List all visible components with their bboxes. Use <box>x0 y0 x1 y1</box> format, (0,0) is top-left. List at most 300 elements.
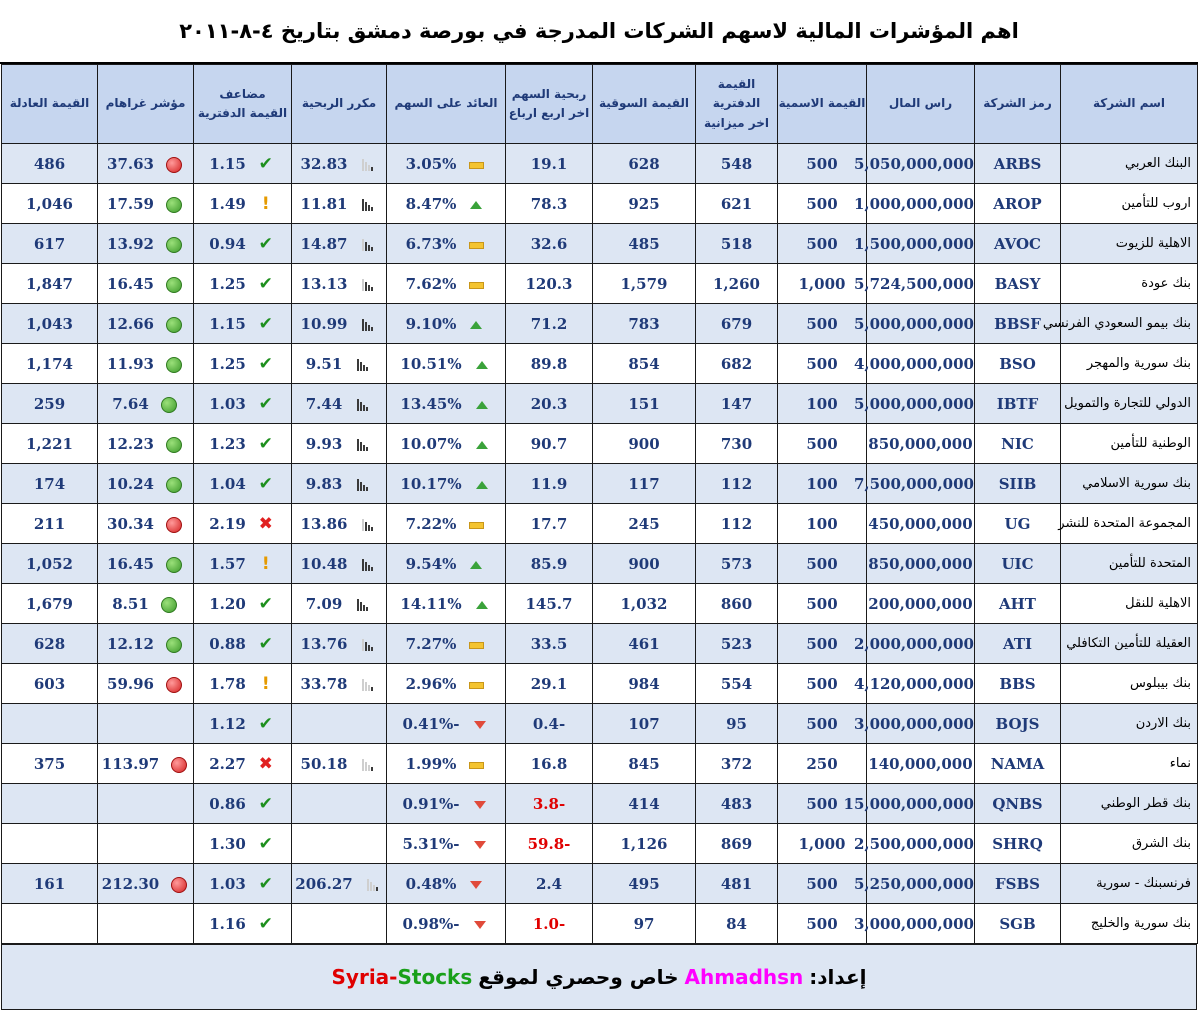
pb-value: 1.57 <box>209 554 246 573</box>
company-name-cell: اروب للتأمين <box>1061 184 1198 224</box>
graham-cell <box>98 184 194 224</box>
dot-shape <box>166 357 182 373</box>
dot-shape <box>171 877 187 893</box>
pb-content <box>194 624 291 663</box>
yield-content <box>387 544 505 583</box>
pe-content <box>292 184 386 223</box>
nominal-value-cell: 500 <box>778 784 867 824</box>
pe-cell <box>292 264 387 304</box>
dot-shape <box>166 677 182 693</box>
column-header <box>506 65 593 144</box>
pb-cell <box>194 464 292 504</box>
pb-cell <box>194 384 292 424</box>
nominal-value-cell: 500 <box>778 624 867 664</box>
table-row <box>2 584 1198 624</box>
company-code-cell: UIC <box>975 544 1061 584</box>
nominal-value-cell: 100 <box>778 384 867 424</box>
pe-cell <box>292 784 387 824</box>
pb-value: 1.25 <box>209 354 246 373</box>
green-dot-icon <box>159 395 179 413</box>
pb-content <box>194 864 291 903</box>
pb-value: 1.15 <box>209 314 246 333</box>
dot-shape <box>161 597 177 613</box>
nominal-value-cell: 500 <box>778 904 867 944</box>
graham-cell <box>98 584 194 624</box>
eps-cell: 11.9 <box>506 464 593 504</box>
trend-shape <box>470 321 482 329</box>
pb-content <box>194 504 291 543</box>
pe-content <box>292 744 386 783</box>
signal-wrap <box>358 675 378 693</box>
trend-shape <box>469 282 484 289</box>
eps-cell: -0.4 <box>506 704 593 744</box>
graham-value: 7.64 <box>112 394 149 413</box>
yield-content <box>387 424 505 463</box>
company-name-cell: الاهلية للنقل <box>1061 584 1198 624</box>
graham-value: 16.45 <box>107 554 154 573</box>
green-dot-icon <box>164 435 184 453</box>
trend-down-icon <box>470 915 490 933</box>
market-value-cell: 783 <box>593 304 696 344</box>
pb-content <box>194 704 291 743</box>
signal-wrap <box>352 395 372 413</box>
capital-cell: 850,000,000 <box>867 544 975 584</box>
signal-wrap <box>358 155 378 173</box>
market-value-cell: 461 <box>593 624 696 664</box>
trend-shape <box>469 522 484 529</box>
signal-bars-icon <box>362 278 373 291</box>
graham-value: 12.66 <box>107 314 154 333</box>
trend-shape <box>469 762 484 769</box>
pb-cell <box>194 824 292 864</box>
pe-cell <box>292 184 387 224</box>
trend-up-icon <box>472 355 492 373</box>
yield-cell <box>387 784 506 824</box>
company-code-cell: BSO <box>975 344 1061 384</box>
column-header <box>975 65 1061 144</box>
yield-value: 1.99% <box>405 754 457 773</box>
pb-cell <box>194 584 292 624</box>
company-name-cell: فرنسبنك - سورية <box>1061 864 1198 904</box>
pb-content <box>194 824 291 863</box>
check-icon: ✔ <box>258 273 273 294</box>
signal-bars-icon <box>362 198 373 211</box>
fair-value-cell: 174 <box>2 464 98 504</box>
footer-site-b: Stocks <box>397 965 473 989</box>
graham-cell <box>98 344 194 384</box>
eps-cell: 78.3 <box>506 184 593 224</box>
book-value-cell: 372 <box>696 744 778 784</box>
table-row <box>2 744 1198 784</box>
pb-content <box>194 904 291 943</box>
market-value-cell: 1,032 <box>593 584 696 624</box>
pe-value: 13.86 <box>300 514 348 533</box>
yield-value: 3.05% <box>405 154 457 173</box>
market-value-cell: 414 <box>593 784 696 824</box>
pb-cell <box>194 624 292 664</box>
graham-value: 10.24 <box>107 474 154 493</box>
company-code-cell: ATI <box>975 624 1061 664</box>
column-header-label: ربحية السهم <box>511 86 587 101</box>
trend-shape <box>476 601 488 609</box>
eps-cell: 29.1 <box>506 664 593 704</box>
graham-content <box>98 464 193 503</box>
footer-author: Ahmadhsn <box>684 965 804 989</box>
signal-wrap <box>352 355 372 373</box>
market-value-cell: 854 <box>593 344 696 384</box>
company-code-cell: BBS <box>975 664 1061 704</box>
signal-bars-icon <box>362 638 373 651</box>
signal-wrap <box>358 235 378 253</box>
graham-cell <box>98 544 194 584</box>
table-row <box>2 304 1198 344</box>
yield-value: 0.48% <box>405 874 457 893</box>
trend-up-icon <box>472 595 492 613</box>
pb-cell <box>194 544 292 584</box>
pe-value: 10.99 <box>300 314 348 333</box>
check-icon: ✔ <box>258 633 273 654</box>
table-row <box>2 664 1198 704</box>
pb-value: 1.25 <box>209 274 246 293</box>
company-name-cell: المتحدة للتأمين <box>1061 544 1198 584</box>
pe-cell <box>292 544 387 584</box>
column-header-label: العائد على السهم <box>394 96 498 111</box>
column-header-label: القيمة الدفترية <box>712 77 761 111</box>
check-icon: ✔ <box>258 433 273 454</box>
capital-cell: 1,500,000,000 <box>867 224 975 264</box>
book-value-cell: 730 <box>696 424 778 464</box>
column-header <box>194 65 292 144</box>
pb-content <box>194 264 291 303</box>
capital-cell: 15,000,000,000 <box>867 784 975 824</box>
green-dot-icon <box>164 275 184 293</box>
pb-value: 1.78 <box>209 674 246 693</box>
pe-value: 50.18 <box>300 754 348 773</box>
column-header <box>387 65 506 144</box>
table-row <box>2 144 1198 184</box>
pb-cell <box>194 664 292 704</box>
trend-shape <box>476 361 488 369</box>
pb-content <box>194 784 291 823</box>
yield-cell <box>387 224 506 264</box>
company-name-cell: الوطنية للتأمين <box>1061 424 1198 464</box>
pe-content <box>292 584 386 623</box>
graham-cell <box>98 904 194 944</box>
nominal-value-cell: 250 <box>778 744 867 784</box>
table-row <box>2 424 1198 464</box>
yield-content <box>387 504 505 543</box>
market-value-cell: 107 <box>593 704 696 744</box>
eps-cell: 85.9 <box>506 544 593 584</box>
yield-content <box>387 344 505 383</box>
company-code-cell: UG <box>975 504 1061 544</box>
book-value-cell: 621 <box>696 184 778 224</box>
signal-wrap <box>358 275 378 293</box>
indicators-table <box>1 64 1198 944</box>
eps-cell: 89.8 <box>506 344 593 384</box>
dot-shape <box>166 637 182 653</box>
signal-bars-icon <box>357 358 368 371</box>
nominal-value-cell: 100 <box>778 464 867 504</box>
company-code-cell: SGB <box>975 904 1061 944</box>
table-row <box>2 384 1198 424</box>
yield-value: 6.73% <box>405 234 457 253</box>
dot-shape <box>166 517 182 533</box>
pb-value: 1.16 <box>209 914 246 933</box>
company-name-cell: الاهلية للزيوت <box>1061 224 1198 264</box>
nominal-value-cell: 100 <box>778 504 867 544</box>
check-icon: ✔ <box>258 353 273 374</box>
trend-shape <box>476 401 488 409</box>
capital-cell: 5,250,000,000 <box>867 864 975 904</box>
pe-value: 13.76 <box>300 634 348 653</box>
trend-down-icon <box>470 715 490 733</box>
pe-cell <box>292 344 387 384</box>
yield-cell <box>387 504 506 544</box>
book-value-cell: 548 <box>696 144 778 184</box>
fair-value-cell: 603 <box>2 664 98 704</box>
fair-value-cell: 628 <box>2 624 98 664</box>
pb-cell <box>194 344 292 384</box>
fair-value-cell: 1,679 <box>2 584 98 624</box>
yield-content <box>387 144 505 183</box>
graham-value: 12.23 <box>107 434 154 453</box>
trend-shape <box>470 881 482 889</box>
pb-cell <box>194 744 292 784</box>
graham-cell <box>98 784 194 824</box>
column-header-label: مكرر الربحية <box>301 96 377 111</box>
pb-content <box>194 584 291 623</box>
pb-value: 1.15 <box>209 154 246 173</box>
dot-shape <box>166 277 182 293</box>
capital-cell: 3,000,000,000 <box>867 904 975 944</box>
book-value-cell: 869 <box>696 824 778 864</box>
yield-value: -5.31% <box>402 834 460 853</box>
market-value-cell: 845 <box>593 744 696 784</box>
fair-value-cell: 211 <box>2 504 98 544</box>
capital-cell: 1,000,000,000 <box>867 184 975 224</box>
trend-flat-icon <box>466 275 486 293</box>
graham-cell <box>98 144 194 184</box>
pb-cell <box>194 784 292 824</box>
yield-content <box>387 184 505 223</box>
pb-cell <box>194 504 292 544</box>
pe-value: 11.81 <box>300 194 348 213</box>
fair-value-cell <box>2 704 98 744</box>
nominal-value-cell: 500 <box>778 864 867 904</box>
table-row <box>2 784 1198 824</box>
pb-content <box>194 744 291 783</box>
check-icon: ✔ <box>258 473 273 494</box>
pe-content <box>292 224 386 263</box>
trend-up-icon <box>466 195 486 213</box>
green-dot-icon <box>164 195 184 213</box>
eps-cell: 145.7 <box>506 584 593 624</box>
nominal-value-cell: 500 <box>778 664 867 704</box>
table-body <box>2 144 1198 944</box>
fair-value-cell <box>2 904 98 944</box>
yield-content <box>387 624 505 663</box>
pe-cell <box>292 464 387 504</box>
table-row <box>2 184 1198 224</box>
yield-content <box>387 864 505 903</box>
graham-content <box>98 544 193 583</box>
red-dot-icon <box>169 755 189 773</box>
company-code-cell: NAMA <box>975 744 1061 784</box>
trend-shape <box>469 162 484 169</box>
column-header <box>2 65 98 144</box>
fair-value-cell: 161 <box>2 864 98 904</box>
book-value-cell: 679 <box>696 304 778 344</box>
pe-cell <box>292 424 387 464</box>
signal-bars-icon <box>357 398 368 411</box>
book-value-cell: 518 <box>696 224 778 264</box>
column-header <box>1061 65 1198 144</box>
trend-shape <box>470 561 482 569</box>
trend-up-icon <box>466 315 486 333</box>
market-value-cell: 628 <box>593 144 696 184</box>
pb-cell <box>194 304 292 344</box>
book-value-cell: 1,260 <box>696 264 778 304</box>
graham-content <box>98 184 193 223</box>
column-header-label: راس المال <box>888 96 953 111</box>
fair-value-cell <box>2 784 98 824</box>
yield-cell <box>387 264 506 304</box>
signal-wrap <box>358 755 378 773</box>
column-header-label: القيمة العادلة <box>9 96 90 111</box>
table-row <box>2 504 1198 544</box>
nominal-value-cell: 500 <box>778 544 867 584</box>
graham-value: 11.93 <box>107 354 154 373</box>
dot-shape <box>166 557 182 573</box>
pe-content <box>292 384 386 423</box>
pb-cell <box>194 264 292 304</box>
pb-value: 1.30 <box>209 834 246 853</box>
nominal-value-cell: 500 <box>778 584 867 624</box>
yield-value: 8.47% <box>405 194 457 213</box>
column-header-label: القيمة الاسمية <box>778 96 866 111</box>
dot-shape <box>166 317 182 333</box>
yield-cell <box>387 144 506 184</box>
pb-cell <box>194 184 292 224</box>
check-icon: ✔ <box>258 913 273 934</box>
yield-value: -0.41% <box>402 714 460 733</box>
signal-bars-icon <box>362 318 373 331</box>
table-row <box>2 704 1198 744</box>
graham-content <box>98 624 193 663</box>
fair-value-cell: 1,847 <box>2 264 98 304</box>
yield-cell <box>387 864 506 904</box>
nominal-value-cell: 500 <box>778 184 867 224</box>
market-value-cell: 984 <box>593 664 696 704</box>
market-value-cell: 900 <box>593 424 696 464</box>
company-code-cell: AHT <box>975 584 1061 624</box>
book-value-cell: 523 <box>696 624 778 664</box>
column-header <box>778 65 867 144</box>
yield-content <box>387 784 505 823</box>
signal-wrap <box>352 475 372 493</box>
signal-bars-icon <box>362 558 373 571</box>
pe-cell <box>292 384 387 424</box>
pe-content <box>292 304 386 343</box>
yield-value: -0.98% <box>402 914 460 933</box>
nominal-value-cell: 1,000 <box>778 264 867 304</box>
pe-content <box>292 424 386 463</box>
cross-icon: ✖ <box>258 753 273 774</box>
trend-up-icon <box>466 555 486 573</box>
company-code-cell: FSBS <box>975 864 1061 904</box>
signal-wrap <box>358 555 378 573</box>
pe-content <box>292 664 386 703</box>
pb-value: 2.19 <box>209 514 246 533</box>
yield-cell <box>387 584 506 624</box>
pb-value: 1.12 <box>209 714 246 733</box>
nominal-value-cell: 1,000 <box>778 824 867 864</box>
yield-content <box>387 464 505 503</box>
pb-content <box>194 304 291 343</box>
company-name-cell: بنك سورية والخليج <box>1061 904 1198 944</box>
capital-cell: 4,000,000,000 <box>867 344 975 384</box>
signal-bars-icon <box>357 598 368 611</box>
eps-cell: 2.4 <box>506 864 593 904</box>
book-value-cell: 860 <box>696 584 778 624</box>
footer-middle: خاص وحصري لموقع <box>478 965 679 989</box>
trend-shape <box>470 201 482 209</box>
fair-value-cell: 1,174 <box>2 344 98 384</box>
pe-value: 7.44 <box>305 394 343 413</box>
column-header-sublabel: القيمة الدفترية <box>197 106 288 120</box>
capital-cell: 2,000,000,000 <box>867 624 975 664</box>
company-code-cell: AVOC <box>975 224 1061 264</box>
capital-cell: 140,000,000 <box>867 744 975 784</box>
credits-footer <box>1 944 1197 1010</box>
graham-content <box>98 144 193 183</box>
dot-shape <box>166 197 182 213</box>
market-value-cell: 1,126 <box>593 824 696 864</box>
yield-value: -0.91% <box>402 794 460 813</box>
check-icon: ✔ <box>258 393 273 414</box>
graham-cell <box>98 464 194 504</box>
pe-content <box>292 864 386 903</box>
trend-flat-icon <box>466 675 486 693</box>
fair-value-cell <box>2 824 98 864</box>
graham-content <box>98 224 193 263</box>
yield-value: 9.54% <box>405 554 457 573</box>
trend-shape <box>474 841 486 849</box>
company-code-cell: IBTF <box>975 384 1061 424</box>
trend-shape <box>476 441 488 449</box>
pb-content <box>194 224 291 263</box>
column-header-label: اسم الشركة <box>1092 96 1166 111</box>
pe-content <box>292 504 386 543</box>
fair-value-cell: 1,052 <box>2 544 98 584</box>
check-icon: ✔ <box>258 833 273 854</box>
pb-cell <box>194 224 292 264</box>
green-dot-icon <box>164 235 184 253</box>
yield-cell <box>387 704 506 744</box>
pe-content <box>292 464 386 503</box>
column-header <box>593 65 696 144</box>
eps-cell: -59.8 <box>506 824 593 864</box>
company-code-cell: QNBS <box>975 784 1061 824</box>
yield-cell <box>387 664 506 704</box>
check-icon: ✔ <box>258 713 273 734</box>
yield-value: 10.07% <box>400 434 462 453</box>
company-code-cell: ARBS <box>975 144 1061 184</box>
fair-value-cell: 486 <box>2 144 98 184</box>
market-value-cell: 485 <box>593 224 696 264</box>
dot-shape <box>161 397 177 413</box>
